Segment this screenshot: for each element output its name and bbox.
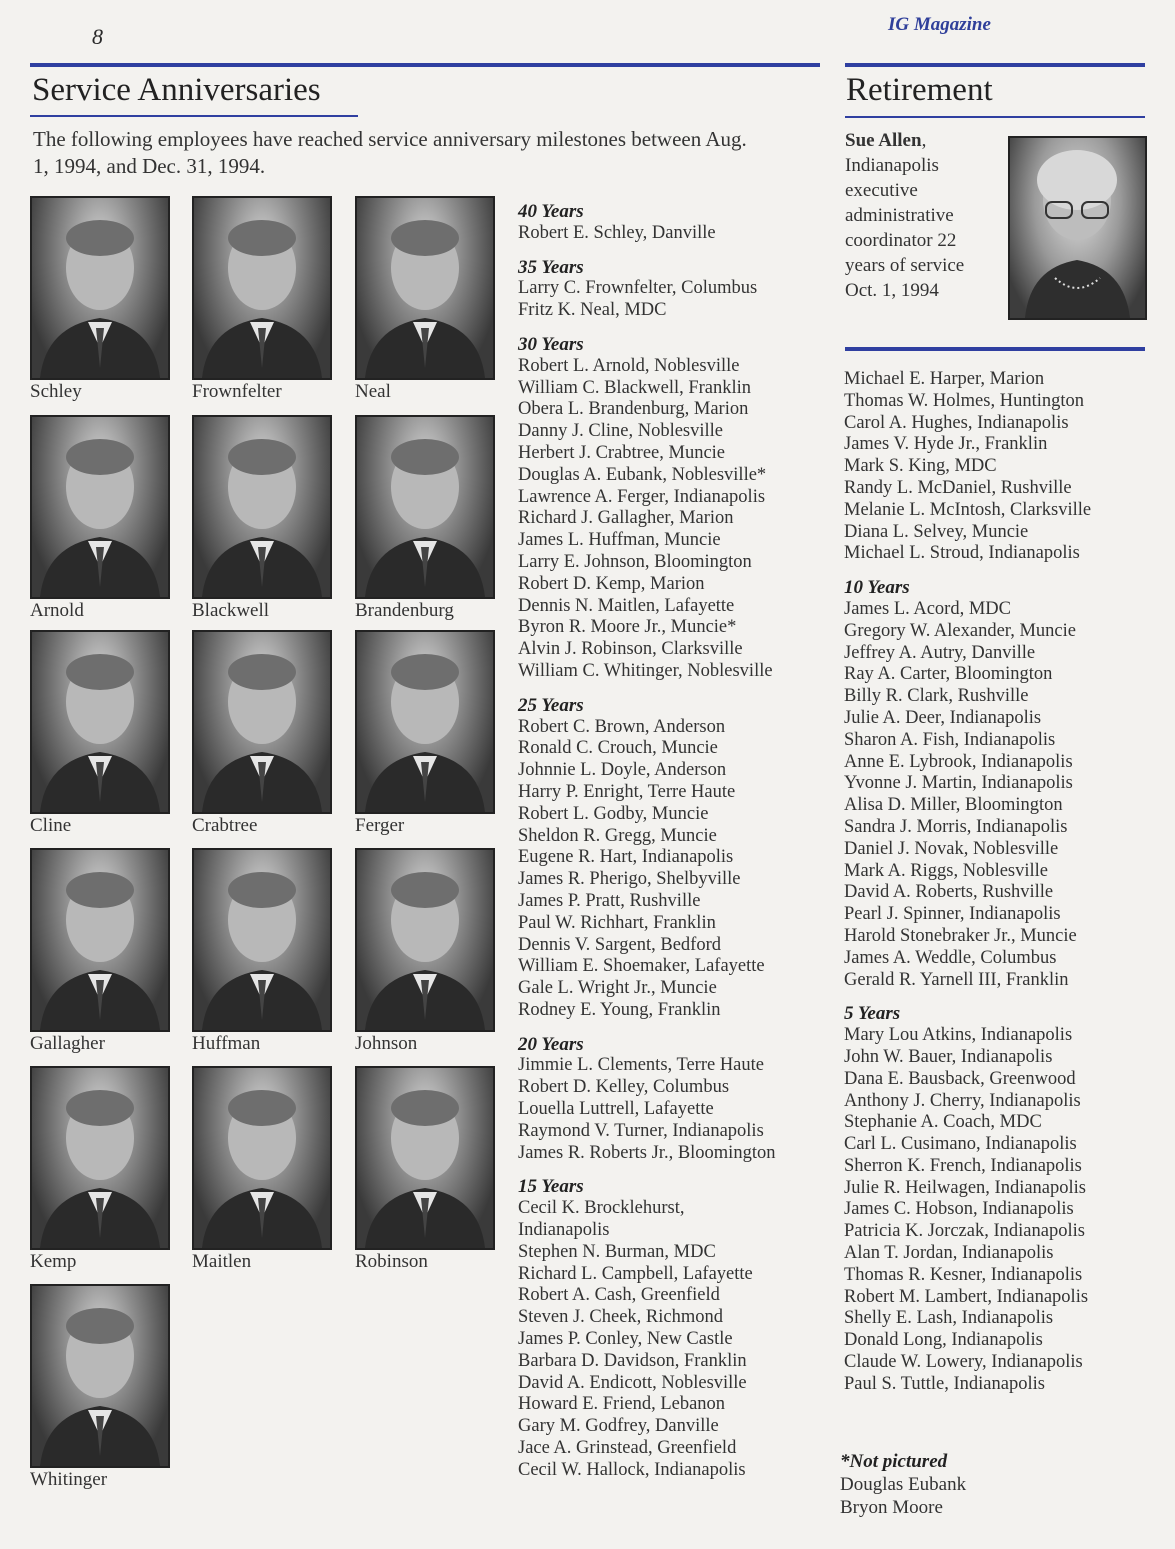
employee-entry: Billy R. Clark, Rushville [844, 686, 1029, 707]
employee-entry: Robert D. Kemp, Marion [518, 573, 705, 594]
employee-entry: Julie A. Deer, Indianapolis [844, 707, 1042, 728]
not-pictured-name: Bryon Moore [840, 1497, 943, 1518]
employee-entry: Herbert J. Crabtree, Muncie [518, 442, 726, 463]
employee-entry: Donald Long, Indianapolis [844, 1330, 1043, 1351]
employee-entry: Michael L. Stroud, Indianapolis [844, 543, 1080, 564]
employee-photo-card [355, 415, 495, 622]
employee-entry: John W. Bauer, Indianapolis [844, 1046, 1053, 1067]
employee-photo-caption: Huffman [192, 1033, 261, 1054]
employee-entry: Lawrence A. Ferger, Indianapolis [518, 486, 766, 507]
not-pictured-title: *Not pictured [840, 1451, 948, 1472]
employee-entry: David A. Endicott, Noblesville [518, 1372, 747, 1393]
employee-entry: David A. Roberts, Rushville [844, 882, 1054, 903]
employee-photo-card [355, 196, 495, 403]
employee-entry: Harold Stonebraker Jr., Muncie [844, 925, 1077, 946]
years-group-title: 5 Years [844, 1003, 901, 1025]
retiree-name: Sue Allen [845, 130, 922, 151]
employee-entry: Jimmie L. Clements, Terre Haute [518, 1055, 764, 1076]
not-pictured-name: Douglas Eubank [840, 1474, 967, 1495]
portrait-icon [32, 417, 168, 597]
portrait-icon [194, 850, 330, 1030]
retiree-details: Indianapolis executive administrative coordinator 22 years of service Oct. 1, 1994 [845, 155, 965, 301]
employee-photo-caption: Kemp [30, 1251, 77, 1272]
employee-entry: Carl L. Cusimano, Indianapolis [844, 1134, 1077, 1155]
years-group-title: 35 Years [518, 256, 584, 278]
employee-entry: Larry C. Frownfelter, Columbus [518, 278, 758, 299]
employee-entry: Paul W. Richhart, Franklin [518, 912, 716, 933]
employee-photo-card [355, 1066, 495, 1273]
employee-entry: Gregory W. Alexander, Muncie [844, 620, 1076, 641]
employee-entry: Patricia K. Jorczak, Indianapolis [844, 1221, 1085, 1242]
employee-entry: Douglas A. Eubank, Noblesville* [518, 464, 767, 485]
employee-photo [355, 196, 495, 380]
employee-entry: Mark S. King, MDC [844, 456, 997, 477]
employee-photo-caption: Blackwell [192, 600, 270, 621]
years-group-title: 15 Years [518, 1176, 584, 1198]
employee-photo-caption: Gallagher [30, 1033, 105, 1054]
employee-photo-card [30, 848, 170, 1055]
employee-photo [192, 630, 332, 814]
employee-photo-card [30, 630, 170, 837]
employee-photo-card [192, 848, 332, 1055]
employee-photo [192, 1066, 332, 1250]
portrait-icon [357, 198, 493, 378]
employee-entry: Anthony J. Cherry, Indianapolis [844, 1090, 1081, 1111]
employee-entry: Harry P. Enright, Terre Haute [518, 781, 736, 802]
employee-photo-caption: Ferger [355, 815, 405, 836]
employee-photo-caption: Robinson [355, 1251, 428, 1272]
employee-photo [192, 415, 332, 599]
employee-entry: Sharon A. Fish, Indianapolis [844, 729, 1056, 750]
employee-entry: Mary Lou Atkins, Indianapolis [844, 1025, 1073, 1046]
portrait-icon [32, 632, 168, 812]
employee-photo-caption: Crabtree [192, 815, 258, 836]
employee-photo [30, 1066, 170, 1250]
employee-entry: Sherron K. French, Indianapolis [844, 1155, 1082, 1176]
employee-entry: Rodney E. Young, Franklin [518, 999, 721, 1020]
retiree-photo [1008, 136, 1147, 320]
employee-photo [30, 630, 170, 814]
employee-entry: Robert A. Cash, Greenfield [518, 1285, 720, 1306]
employee-entry: James P. Conley, New Castle [518, 1329, 733, 1350]
employee-entry: Melanie L. McIntosh, Clarksville [844, 499, 1092, 520]
employee-entry: Carol A. Hughes, Indianapolis [844, 412, 1069, 433]
employee-photo [355, 1066, 495, 1250]
service-title-underline [30, 115, 358, 117]
portrait-icon [32, 1286, 168, 1466]
employee-photo-caption: Neal [355, 381, 391, 402]
employee-entry: Richard J. Gallagher, Marion [518, 508, 734, 529]
employee-entry: Ray A. Carter, Bloomington [844, 664, 1053, 685]
employee-photo-caption: Johnson [355, 1033, 418, 1054]
employee-entry: Gale L. Wright Jr., Muncie [518, 978, 717, 999]
employee-entry: Anne E. Lybrook, Indianapolis [844, 751, 1073, 772]
employee-entry: James R. Pherigo, Shelbyville [518, 869, 741, 890]
employee-entry: Larry E. Johnson, Bloomington [518, 551, 752, 572]
employee-photo-card [192, 630, 332, 837]
employee-entry: Claude W. Lowery, Indianapolis [844, 1352, 1083, 1373]
years-group-title: 20 Years [518, 1033, 584, 1055]
employee-photo [355, 848, 495, 1032]
employee-entry: James L. Acord, MDC [844, 598, 1011, 619]
retiree-portrait-icon [1010, 138, 1145, 318]
employee-entry: Stephen N. Burman, MDC [518, 1241, 716, 1262]
years-group-title: 30 Years [518, 333, 584, 355]
portrait-icon [194, 417, 330, 597]
years-group-title: 25 Years [518, 694, 584, 716]
portrait-icon [357, 417, 493, 597]
employee-entry: Robert C. Brown, Anderson [518, 716, 726, 737]
employee-photo-card [355, 848, 495, 1055]
page-number: 8 [92, 24, 103, 49]
employee-entry: Steven J. Cheek, Richmond [518, 1307, 724, 1328]
employee-entry: Eugene R. Hart, Indianapolis [518, 847, 734, 868]
employee-entry: Indianapolis [518, 1220, 610, 1241]
employee-entry: Robert E. Schley, Danville [518, 222, 716, 243]
employee-entry: Alisa D. Miller, Bloomington [844, 795, 1063, 816]
employee-photo-caption: Whitinger [30, 1469, 108, 1490]
portrait-icon [194, 198, 330, 378]
not-pictured [840, 1450, 966, 1519]
employee-photo [192, 848, 332, 1032]
employee-entry: Danny J. Cline, Noblesville [518, 421, 724, 442]
employee-photo-card [30, 196, 170, 403]
employee-entry: William C. Whitinger, Noblesville [518, 660, 773, 681]
employee-entry: Cecil K. Brocklehurst, [518, 1198, 685, 1219]
employee-entry: William E. Shoemaker, Lafayette [518, 956, 765, 977]
employee-photo-card [355, 630, 495, 837]
magazine-name: IG Magazine [888, 14, 991, 35]
employee-photo-card [30, 1066, 170, 1273]
employee-entry: Obera L. Brandenburg, Marion [518, 399, 749, 420]
employee-entry: Alvin J. Robinson, Clarksville [518, 639, 743, 660]
employee-photo-caption: Brandenburg [355, 600, 454, 621]
employee-entry: James C. Hobson, Indianapolis [844, 1199, 1074, 1220]
employee-entry: Raymond V. Turner, Indianapolis [518, 1120, 764, 1141]
employee-entry: Thomas W. Holmes, Huntington [844, 390, 1084, 411]
employee-photo-card [192, 196, 332, 403]
retirement-title-underline [845, 116, 1145, 118]
employee-photo-caption: Maitlen [192, 1251, 252, 1272]
employee-entry: Gerald R. Yarnell III, Franklin [844, 969, 1069, 990]
employee-entry: Shelly E. Lash, Indianapolis [844, 1308, 1054, 1329]
employee-entry: Yvonne J. Martin, Indianapolis [844, 773, 1073, 794]
employee-entry: Randy L. McDaniel, Rushville [844, 477, 1072, 498]
employee-entry: James R. Roberts Jr., Bloomington [518, 1142, 776, 1163]
portrait-icon [32, 198, 168, 378]
employee-entry: James P. Pratt, Rushville [518, 890, 701, 911]
portrait-icon [194, 632, 330, 812]
employee-entry: Sheldon R. Gregg, Muncie [518, 825, 717, 846]
service-title: Service Anniversaries [32, 72, 321, 108]
employee-entry: Gary M. Godfrey, Danville [518, 1416, 719, 1437]
portrait-icon [194, 1068, 330, 1248]
employee-entry: Daniel J. Novak, Noblesville [844, 838, 1059, 859]
employee-entry: Byron R. Moore Jr., Muncie* [518, 617, 737, 638]
employee-entry: Diana L. Selvey, Muncie [844, 521, 1029, 542]
employee-entry: Mark A. Riggs, Noblesville [844, 860, 1049, 881]
employee-entry: Robert M. Lambert, Indianapolis [844, 1286, 1089, 1307]
employee-entry: Jeffrey A. Autry, Danville [844, 642, 1036, 663]
employee-entry: Dennis N. Maitlen, Lafayette [518, 595, 735, 616]
retirement-top-rule [845, 63, 1145, 67]
service-intro: The following employees have reached service anniversary milestones between Aug. 1, 1994, and Dec. 31, 1994. [33, 127, 747, 178]
photo-grid [30, 196, 500, 1496]
service-top-rule [30, 63, 820, 67]
employee-photo-caption: Schley [30, 381, 82, 402]
middle-column-list [518, 201, 828, 1482]
employee-entry: Johnnie L. Doyle, Anderson [518, 760, 727, 781]
employee-entry: James V. Hyde Jr., Franklin [844, 434, 1048, 455]
employee-entry: Michael E. Harper, Marion [844, 369, 1045, 389]
employee-entry: Ronald C. Crouch, Muncie [518, 738, 718, 759]
employee-entry: Howard E. Friend, Lebanon [518, 1394, 726, 1415]
employee-entry: Pearl J. Spinner, Indianapolis [844, 904, 1061, 925]
employee-photo [30, 415, 170, 599]
employee-entry: Fritz K. Neal, MDC [518, 300, 667, 321]
employee-photo [30, 1284, 170, 1468]
retirement-title: Retirement [846, 72, 993, 108]
employee-photo-card [192, 415, 332, 622]
retirement-box [845, 128, 1145, 303]
employee-entry: Thomas R. Kesner, Indianapolis [844, 1264, 1083, 1285]
employee-entry: Robert L. Godby, Muncie [518, 803, 709, 824]
employee-photo-card [30, 415, 170, 622]
employee-entry: James L. Huffman, Muncie [518, 530, 721, 551]
portrait-icon [357, 1068, 493, 1248]
employee-entry: Richard L. Campbell, Lafayette [518, 1263, 753, 1284]
employee-photo-caption: Arnold [30, 600, 84, 621]
employee-entry: Sandra J. Morris, Indianapolis [844, 816, 1068, 837]
employee-entry: Barbara D. Davidson, Franklin [518, 1350, 747, 1371]
employee-photo-caption: Cline [30, 815, 72, 836]
employee-photo [30, 196, 170, 380]
portrait-icon [32, 850, 168, 1030]
portrait-icon [357, 850, 493, 1030]
years-group-title: 40 Years [518, 201, 584, 222]
employee-photo [355, 630, 495, 814]
employee-entry: Jace A. Grinstead, Greenfield [518, 1438, 737, 1459]
employee-entry: James A. Weddle, Columbus [844, 947, 1057, 968]
employee-photo [30, 848, 170, 1032]
employee-photo-card [192, 1066, 332, 1273]
right-column-list [844, 369, 1144, 1396]
portrait-icon [32, 1068, 168, 1248]
employee-entry: Julie R. Heilwagen, Indianapolis [844, 1177, 1086, 1198]
employee-entry: Alan T. Jordan, Indianapolis [844, 1243, 1054, 1264]
employee-entry: Louella Luttrell, Lafayette [518, 1099, 714, 1120]
employee-entry: Robert D. Kelley, Columbus [518, 1077, 730, 1098]
employee-entry: Robert L. Arnold, Noblesville [518, 355, 740, 376]
retirement-bottom-rule [845, 347, 1145, 351]
employee-entry: Dana E. Bausback, Greenwood [844, 1068, 1076, 1089]
retiree-text: Sue Allen, Indianapolis executive administrative coordinator 22 years of service Oct. 1, 1994 [845, 130, 965, 301]
employee-photo-caption: Frownfelter [192, 381, 282, 402]
employee-photo [355, 415, 495, 599]
employee-entry: Dennis V. Sargent, Bedford [518, 934, 721, 955]
employee-entry: Cecil W. Hallock, Indianapolis [518, 1459, 746, 1480]
years-group-title: 10 Years [844, 577, 910, 599]
employee-entry: William C. Blackwell, Franklin [518, 377, 752, 398]
employee-photo [192, 196, 332, 380]
employee-entry: Stephanie A. Coach, MDC [844, 1112, 1042, 1133]
portrait-icon [357, 632, 493, 812]
employee-entry: Paul S. Tuttle, Indianapolis [844, 1373, 1045, 1394]
employee-photo-card [30, 1284, 170, 1491]
